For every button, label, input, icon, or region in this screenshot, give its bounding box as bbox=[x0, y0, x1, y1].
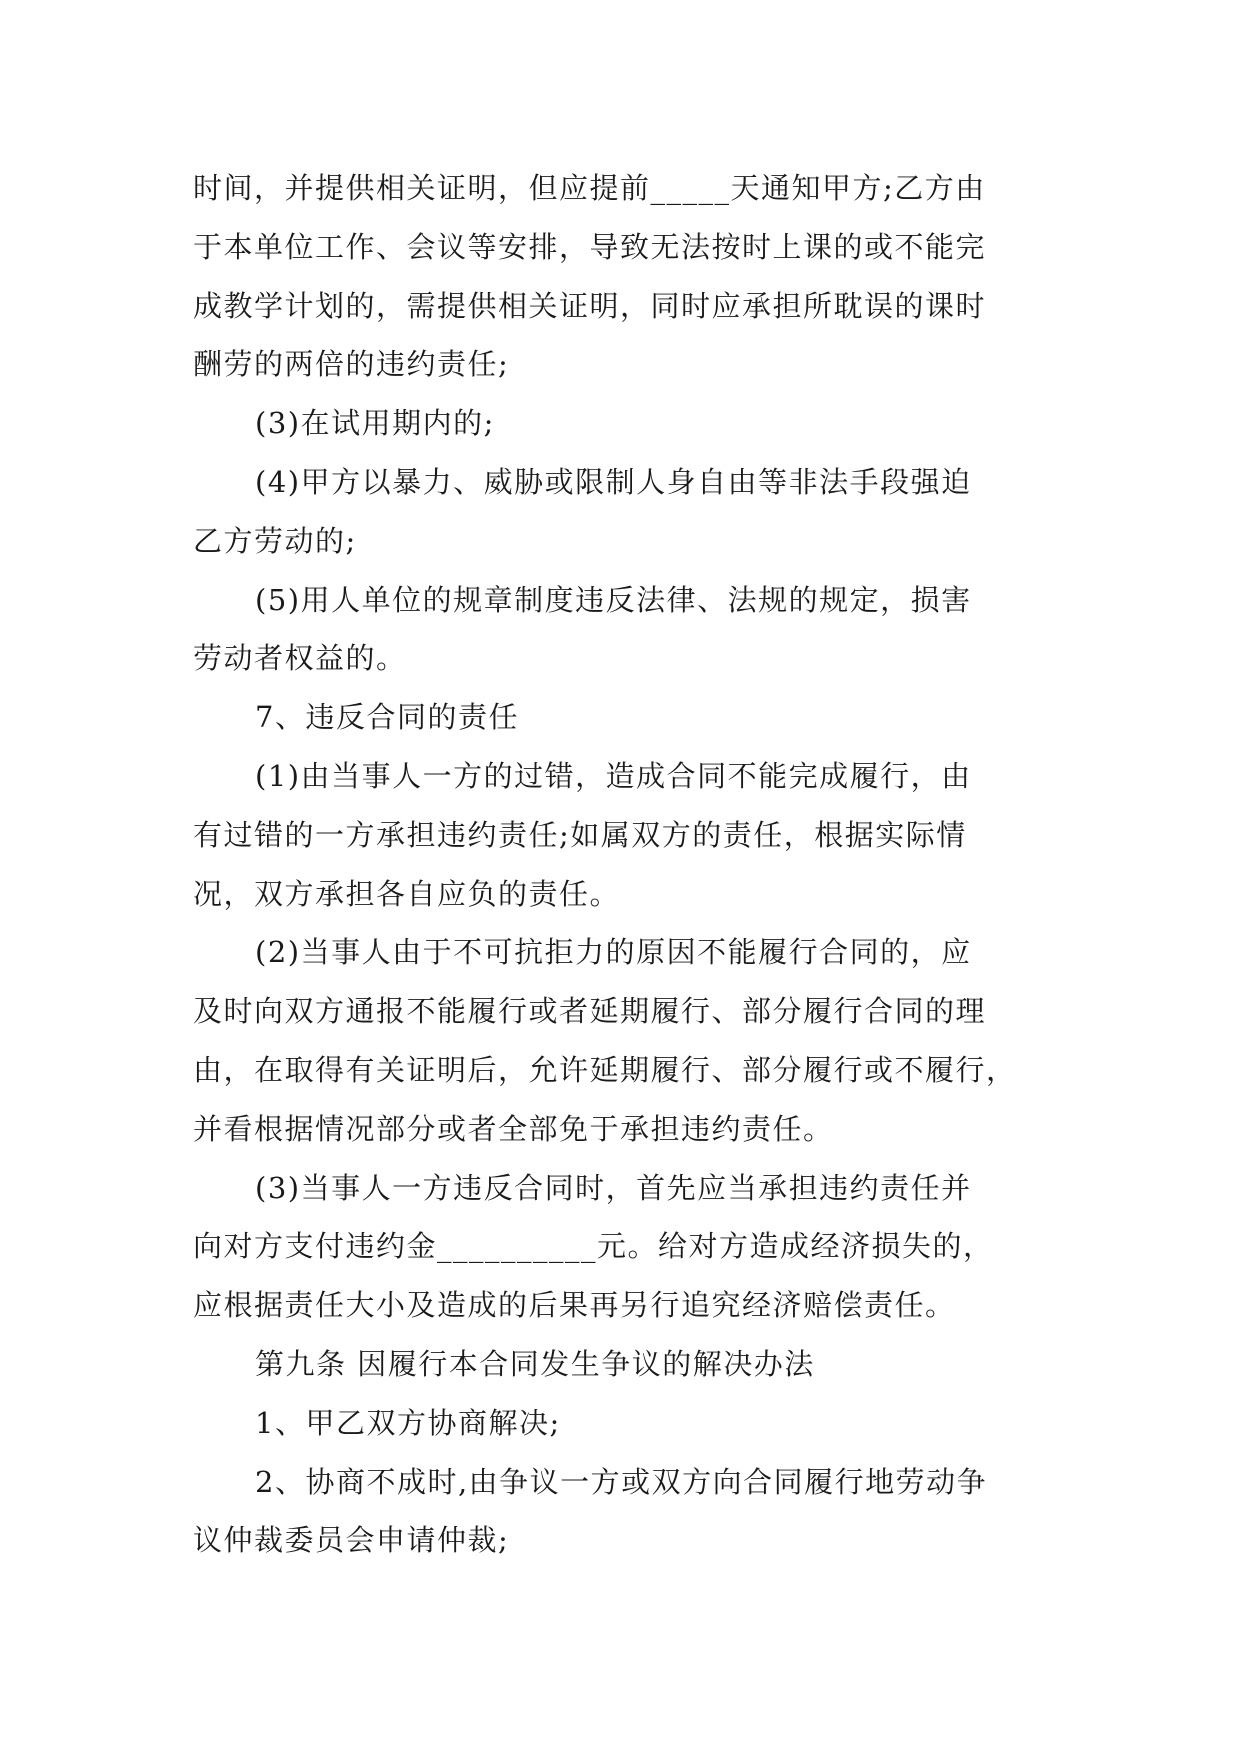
document-body bbox=[193, 159, 1055, 1570]
text-line: 向对方支付违约金__________元。给对方造成经济损失的， bbox=[193, 1229, 994, 1264]
text-line: 第九条 因履行本合同发生争议的解决办法 bbox=[255, 1346, 815, 1381]
text-line: (2)当事人由于不可抗拒力的原因不能履行合同的，应 bbox=[255, 935, 972, 970]
text-line: 1、甲乙双方协商解决; bbox=[255, 1405, 561, 1440]
text-line: 有过错的一方承担违约责任;如属双方的责任，根据实际情 bbox=[193, 817, 967, 852]
text-line: 应根据责任大小及造成的后果再另行追究经济赔偿责任。 bbox=[193, 1288, 956, 1323]
text-line: 成教学计划的，需提供相关证明，同时应承担所耽误的课时 bbox=[193, 288, 987, 323]
text-line: 况，双方承担各自应负的责任。 bbox=[193, 876, 621, 911]
text-line: 由，在取得有关证明后，允许延期履行、部分履行或不履行， bbox=[193, 1052, 1017, 1087]
text-line: (4)甲方以暴力、威胁或限制人身自由等非法手段强迫 bbox=[255, 464, 972, 499]
text-line: 7、违反合同的责任 bbox=[255, 700, 519, 735]
text-line: 酬劳的两倍的违约责任; bbox=[193, 347, 510, 382]
text-line: 劳动者权益的。 bbox=[193, 641, 407, 676]
text-line: (3)当事人一方违反合同时，首先应当承担违约责任并 bbox=[255, 1170, 972, 1205]
text-line: 2、协商不成时,由争议一方或双方向合同履行地劳动争 bbox=[255, 1464, 988, 1499]
text-line: 于本单位工作、会议等安排，导致无法按时上课的或不能完 bbox=[193, 229, 987, 264]
text-line: 时间，并提供相关证明，但应提前_____天通知甲方;乙方由 bbox=[193, 171, 986, 205]
text-line: (5)用人单位的规章制度违反法律、法规的规定，损害 bbox=[255, 582, 972, 617]
text-line: 及时向双方通报不能履行或者延期履行、部分履行合同的理 bbox=[193, 994, 987, 1029]
text-line: 议仲裁委员会申请仲裁; bbox=[193, 1523, 510, 1558]
text-line: 并看根据情况部分或者全部免于承担违约责任。 bbox=[193, 1111, 834, 1146]
text-line: 乙方劳动的; bbox=[193, 523, 357, 558]
text-line: (1)由当事人一方的过错，造成合同不能完成履行，由 bbox=[255, 758, 972, 793]
text-line: (3)在试用期内的; bbox=[255, 406, 495, 441]
